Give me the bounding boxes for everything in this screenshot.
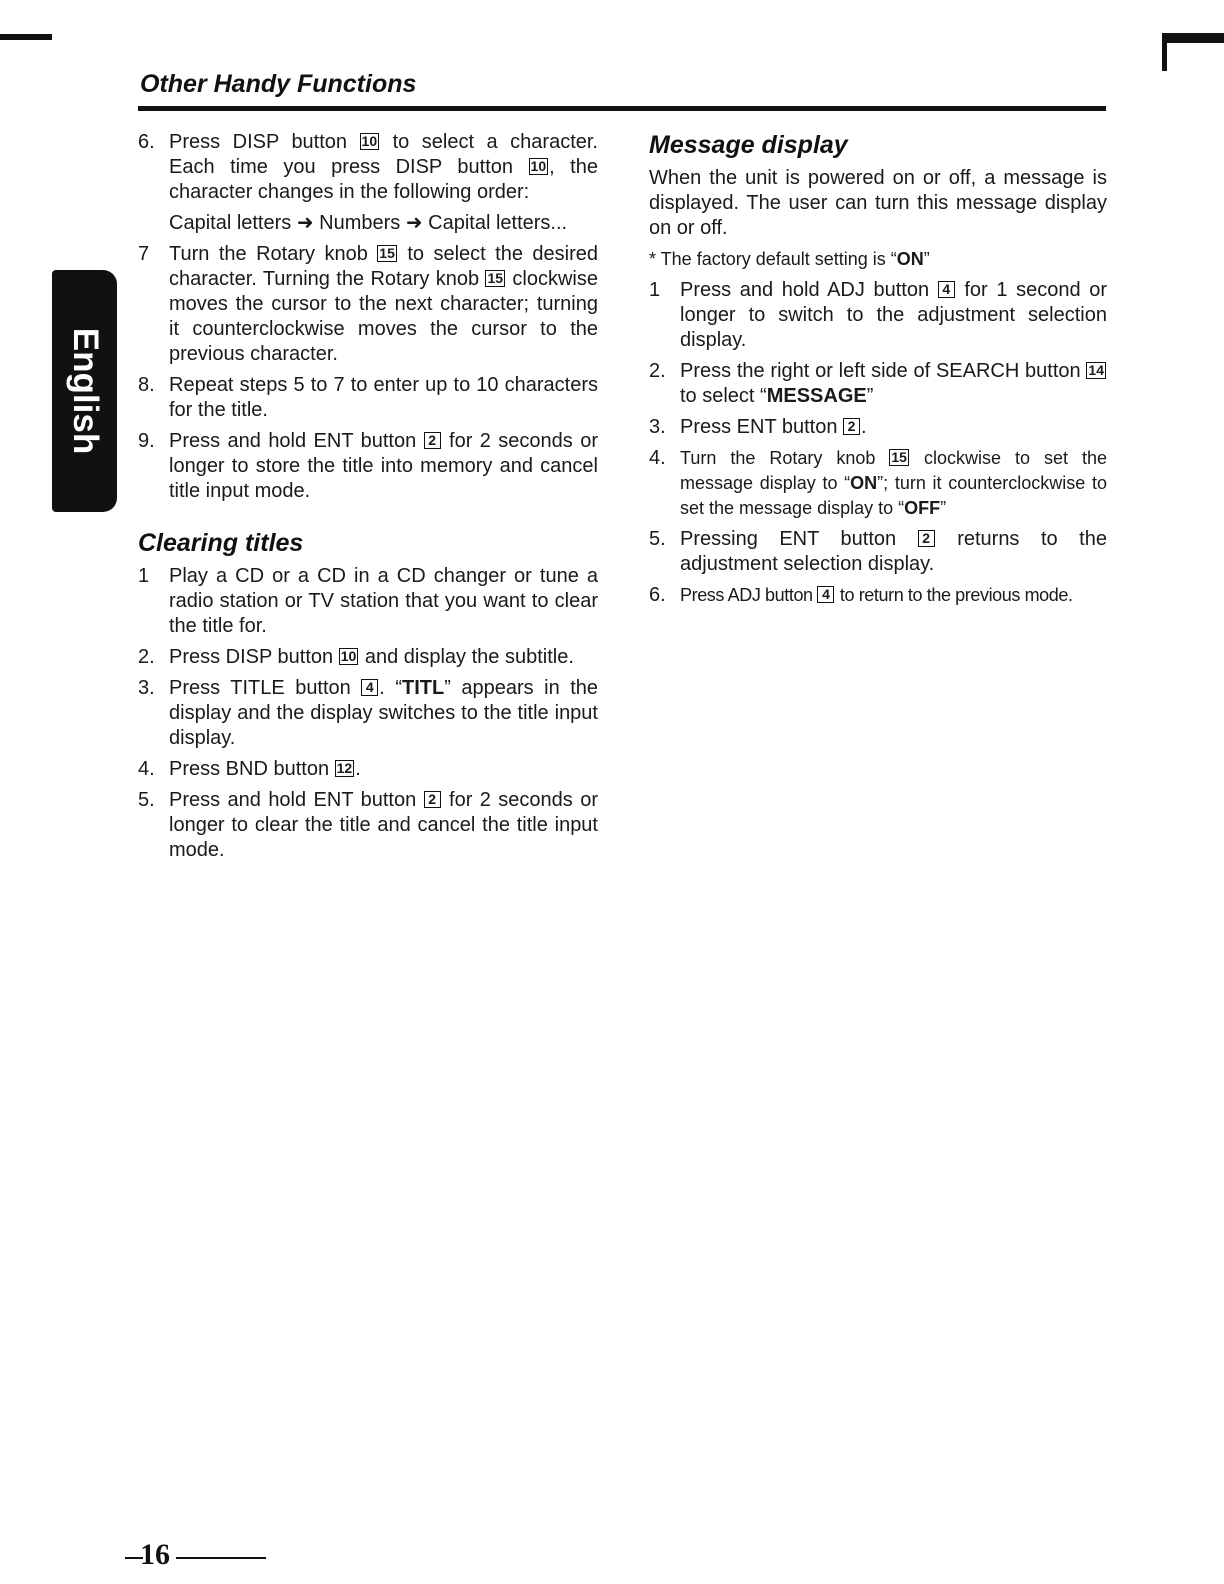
button-number-badge: 15 [487,270,504,286]
button-number-badge: 2 [424,791,441,808]
step-text-run: ”; turn it counterclockwise to set the message display to “ [680,473,1107,518]
step-text-run: . “ [379,677,403,699]
step-text-run: for 1 second or longer to switch to the adjustment selection display. [680,279,1108,351]
step-item [138,788,598,863]
step-text-run: Play a CD or a CD in a CD changer or tune a radio station or TV station that you want to clear the title for. [169,565,598,637]
step-text-run: for 2 seconds or longer to clear the title and cancel the title input mode. [169,789,598,861]
step-text-run: Press and hold ENT button [169,789,424,811]
note-suffix: ” [923,249,930,269]
step-text [680,583,1107,608]
step-text-run: to return to the previous mode. [835,585,1073,605]
step-text [169,645,598,670]
button-number-badge: 12 [336,760,353,776]
step-number: 8. [138,374,155,396]
step-text-run: . [861,416,867,438]
step-item [649,583,1107,608]
crop-mark-top-left [0,34,52,40]
step-text-run: Turn the Rotary knob [680,448,890,468]
display-text-strong: ON [850,473,878,493]
button-number-badge: 4 [817,586,834,603]
page-header-title: Other Handy Functions [140,70,417,98]
step-number: 4. [649,447,666,469]
page-number: 16 [140,1538,170,1571]
step-text-run: and display the subtitle. [359,646,574,668]
button-number-badge: 2 [843,418,860,435]
step-text-run: Repeat steps 5 to 7 to enter up to 10 characters for the title. [169,374,598,421]
step-item [649,527,1107,577]
step-text-run: clockwise to set the message display to “ [680,448,1107,493]
step-number: 4. [138,758,155,780]
step-text-run: Press TITLE button [169,677,362,699]
step-number: 7 [138,243,150,265]
step-text [169,757,598,782]
button-number-badge: 14 [1088,362,1104,378]
step-item [138,429,598,504]
step-text-run: Pressing ENT button [680,528,918,550]
button-number-badge: 10 [340,648,357,664]
step-number: 9. [138,430,155,452]
step-text-run: . [355,758,361,780]
clearing-titles-heading: Clearing titles [138,529,304,557]
step-text-run: to select a character. Each time you press DISP button [169,131,598,178]
factory-default-note [649,247,1107,272]
step-number: 5. [138,789,155,811]
step-text [169,788,598,863]
step-sub-line: Capital letters ➜ Numbers ➜ Capital letters... [169,212,568,234]
step-text-run: clockwise moves the cursor to the next character; turning it counterclockwise moves the cursor to the previous character. [169,268,598,365]
step-number: 2. [138,646,155,668]
step-text [169,564,598,639]
step-number: 6. [138,131,155,153]
step-text-run: returns to the adjustment selection display. [680,528,1107,575]
step-item [649,278,1107,353]
right-column [649,130,1107,614]
step-text [680,359,1107,409]
step-text-run: Press ADJ button [680,585,818,605]
step-text-run: to select “ [680,385,767,407]
step-item [138,757,598,782]
title-input-steps [138,130,598,504]
step-text [680,278,1107,353]
display-text-strong: MESSAGE [766,385,867,407]
page-number-rule-right [176,1557,266,1559]
clearing-titles-steps [138,564,598,863]
step-text [169,429,598,504]
button-number-badge: 10 [361,133,378,149]
step-text [169,130,598,205]
step-item [138,645,598,670]
step-item [138,373,598,423]
step-number: 5. [649,528,666,550]
button-number-badge: 15 [891,449,907,465]
step-text-run: to select the desired character. Turning the Rotary knob [169,243,598,290]
step-text [680,415,1107,440]
button-number-badge: 4 [361,679,378,696]
crop-mark-top-right [1162,33,1224,43]
step-item [138,676,598,751]
step-item [649,415,1107,440]
note-strong: ON [896,249,924,269]
step-number: 6. [649,584,666,606]
step-text-run: ” [866,385,874,407]
message-display-steps [649,278,1107,608]
button-number-badge: 2 [918,530,935,547]
step-text-run: Press DISP button [169,131,360,153]
header-rule [138,106,1106,111]
step-item [649,359,1107,409]
button-number-badge: 15 [379,245,395,261]
note-prefix: * The factory default setting is “ [649,249,897,269]
step-text [169,242,598,367]
button-number-badge: 4 [938,281,955,298]
language-tab-label: English [65,327,105,455]
message-display-heading: Message display [649,131,848,159]
display-text-strong: TITL [402,677,445,699]
step-text [680,446,1107,521]
language-side-tab [52,270,117,512]
step-item [649,446,1107,521]
step-text [680,527,1107,577]
button-number-badge: 10 [530,158,547,174]
step-number: 1 [138,565,150,587]
step-text-run: , the character changes in the following order: [169,156,598,203]
step-text-run: Press ENT button [680,416,844,438]
step-text-run: ” appears in the display and the display switches to the title input display. [169,677,599,749]
step-text-run: for 2 seconds or longer to store the title into memory and cancel title input mode. [169,430,598,502]
step-number: 3. [138,677,155,699]
step-item [138,242,598,367]
step-item [138,564,598,639]
step-number: 1 [649,279,661,301]
step-text [169,373,598,423]
crop-mark-top-right-vertical [1162,33,1167,71]
step-text-run: Press and hold ADJ button [680,279,938,301]
step-text-run: Press the right or left side of SEARCH button [680,360,1087,382]
step-text [169,676,598,751]
step-text-run: Turn the Rotary knob [169,243,378,265]
step-text-run: Press and hold ENT button [169,430,424,452]
display-text-strong: OFF [904,498,941,518]
step-number: 2. [649,360,666,382]
step-text-run: Press BND button [169,758,335,780]
step-item [138,130,598,236]
step-number: 3. [649,416,666,438]
message-display-intro: When the unit is powered on or off, a message is displayed. The user can turn this message display on or off. [649,167,1107,239]
step-text-run: ” [940,498,947,518]
step-text-run: Press DISP button [169,646,339,668]
button-number-badge: 2 [424,432,441,449]
left-column [138,130,598,869]
